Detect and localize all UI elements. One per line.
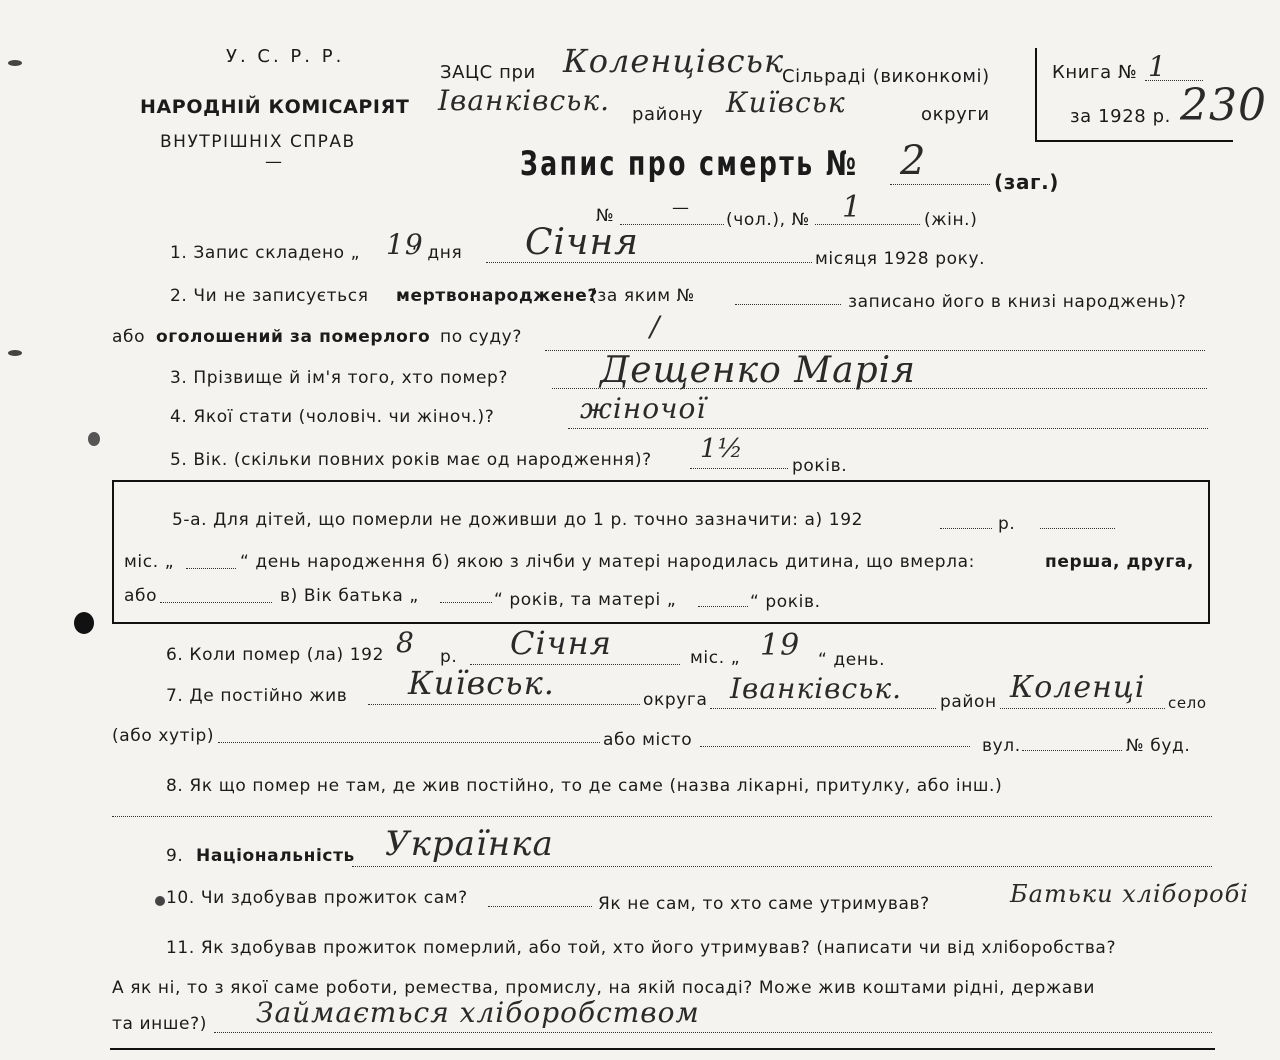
village-handwriting: Коленцівськ <box>563 42 785 80</box>
f6-r: р. <box>440 647 458 667</box>
f7b-house: № буд. <box>1126 736 1191 756</box>
f7-raion-handwriting: Іванківськ. <box>730 672 903 705</box>
f8-line <box>112 816 1212 817</box>
f1-month-handwriting: Січня <box>525 222 640 263</box>
male-suffix: (чол.), № <box>726 210 810 230</box>
f5a-line2-bold: перша, друга, <box>1045 552 1194 572</box>
f3-line <box>552 388 1207 389</box>
book-label: Книга № <box>1052 62 1138 83</box>
district-label: району <box>632 104 704 125</box>
f7-raion-line <box>710 708 936 709</box>
okrug-label: округи <box>921 104 990 125</box>
book-year-label: за 1928 р. <box>1070 106 1172 127</box>
f5a-year-line <box>940 528 992 529</box>
f9-bold: Національність <box>196 846 355 866</box>
f5a-line2-mid: “ день народження б) якою з лічби у матері народилась дитина, що вмерла: <box>240 552 975 572</box>
header-dash: — <box>265 152 283 172</box>
f7-okrug-label: округа <box>643 690 708 710</box>
f2-suffix: записано його в книзі народжень)? <box>848 292 1187 312</box>
f4-sex-handwriting: жіночої <box>580 392 707 425</box>
council-suffix: Сільраді (виконкомі) <box>782 66 990 87</box>
f2b-suffix: по суду? <box>440 327 522 347</box>
commissariat-label: НАРОДНІЙ КОМІСАРІЯТ <box>140 96 410 118</box>
f7-raion-label: район <box>940 692 997 712</box>
f5a-year-tail-line <box>1040 528 1115 529</box>
f1-prefix: 1. Запис складено „ <box>170 243 361 263</box>
f2b-prefix: або <box>112 327 146 347</box>
f10-supporter-handwriting: Батьки хліборобі <box>1010 880 1249 908</box>
female-suffix: (жін.) <box>924 210 978 230</box>
f7-selo-label: село <box>1168 694 1207 712</box>
f6-mid: міс. „ <box>690 648 741 668</box>
f8-label: 8. Як що помер не там, де жив постійно, то де саме (назва лікарні, притулку, або інш.) <box>166 776 1003 796</box>
f4-line <box>568 428 1208 429</box>
f5a-day-line <box>186 568 236 569</box>
bottom-rule <box>110 1048 1215 1050</box>
f5a-line1-end: р. <box>998 514 1016 534</box>
f11-line3: та инше?) <box>112 1014 207 1034</box>
f7b-city-line <box>700 746 970 747</box>
f7-selo-handwriting: Коленці <box>1010 670 1146 705</box>
f7-selo-line <box>1000 708 1165 709</box>
republic-label: У. С. Р. Р. <box>226 46 345 67</box>
f5a-line3-prefix: або <box>124 586 158 606</box>
male-number-label: № <box>596 206 615 226</box>
punch-hole <box>8 60 22 66</box>
f10-self-line <box>488 906 592 907</box>
f6-month-handwriting: Січня <box>510 624 612 662</box>
zags-prefix: ЗАЦС при <box>440 62 536 83</box>
f7b-street: вул. <box>982 736 1021 756</box>
f5a-father-line <box>440 602 492 603</box>
f5-label: 5. Вік. (скільки повних років має од народження)? <box>170 450 652 470</box>
department-label: ВНУТРІШНІХ СПРАВ <box>160 132 356 152</box>
female-number-handwriting: 1 <box>842 190 863 225</box>
f6-day-handwriting: 19 <box>760 628 801 663</box>
f3-label: 3. Прізвище й ім'я того, хто помер? <box>170 368 509 388</box>
f7b-city: або місто <box>603 730 693 750</box>
f7b-khutir-line <box>218 742 600 743</box>
f1-day-handwriting: 19 <box>386 228 424 261</box>
f7b-street-line <box>1022 750 1122 751</box>
f2-bold: мертвонароджене? <box>396 286 598 306</box>
f11-line <box>214 1032 1212 1033</box>
okrug-handwriting: Київськ <box>726 86 846 119</box>
f2-number-line <box>735 304 841 305</box>
f5a-order-line <box>160 602 272 603</box>
f5-suffix: років. <box>792 456 848 476</box>
f6-suffix: “ день. <box>818 650 886 670</box>
punch-hole <box>8 350 22 356</box>
f10-label: 10. Чи здобував прожиток сам? <box>166 888 468 908</box>
f5a-mother-line <box>698 606 748 607</box>
district-handwriting: Іванківськ. <box>438 84 611 117</box>
female-number-line <box>815 224 920 225</box>
f2b-handwriting: / <box>650 310 661 343</box>
male-number-handwriting: — <box>672 198 690 218</box>
f3-name-handwriting: Дещенко Марія <box>600 350 916 391</box>
f1-suffix: місяця 1928 року. <box>815 249 986 269</box>
f4-label: 4. Якої стати (чоловіч. чи жіноч.)? <box>170 407 495 427</box>
f10-mid: Як не сам, то хто саме утримував? <box>598 894 930 914</box>
f7-okrug-line <box>368 704 640 705</box>
f5a-line3-mid: в) Вік батька „ <box>280 586 419 606</box>
f5a-line3-end: “ років. <box>750 592 821 612</box>
book-number-handwriting: 1 <box>1148 50 1167 83</box>
f9-prefix: 9. <box>166 846 184 866</box>
f5a-line1: 5-а. Для дітей, що померли не доживши до 1 р. точно зазначити: а) 192 <box>172 510 864 530</box>
f1-month-line <box>486 262 812 263</box>
f5a-line3-mid2: “ років, та матері „ <box>494 590 677 610</box>
record-suffix: (заг.) <box>994 170 1060 194</box>
f6-year-handwriting: 8 <box>396 626 415 659</box>
f5-line <box>690 468 788 469</box>
f1-mid: “ дня <box>412 243 463 263</box>
f2b-bold: оголошений за померлого <box>156 327 431 347</box>
punch-hole <box>155 896 165 906</box>
f2-prefix: 2. Чи не записується <box>170 286 369 306</box>
record-number-handwriting: 2 <box>900 138 927 184</box>
f7-prefix: 7. Де постійно жив <box>166 686 348 706</box>
f11-line1: 11. Як здобував прожиток померлий, або той, хто його утримував? (написати чи від хліборобства? <box>166 938 1117 958</box>
f7-okrug-handwriting: Київськ. <box>408 664 555 702</box>
record-title: Запис про смерть № <box>520 144 859 184</box>
record-number-line <box>890 184 990 185</box>
f9-line <box>352 866 1212 867</box>
f9-nationality-handwriting: Українка <box>385 824 554 864</box>
page-number-handwriting: 230 <box>1180 80 1267 131</box>
f7b-prefix: (або хутір) <box>112 726 215 746</box>
f11-line2: А як ні, то з якої саме роботи, ремества, промислу, на якій посаді? Може жив коштами рідні, держави <box>112 978 1096 998</box>
f6-prefix: 6. Коли помер (ла) 192 <box>166 645 385 665</box>
f2-mid: (за яким № <box>590 286 695 306</box>
punch-hole <box>74 612 94 634</box>
punch-hole <box>88 432 100 446</box>
f5a-line2-prefix: міс. „ <box>124 552 175 572</box>
f11-occupation-handwriting: Займається хліборобством <box>256 996 700 1029</box>
f5-age-handwriting: 1½ <box>700 434 744 464</box>
